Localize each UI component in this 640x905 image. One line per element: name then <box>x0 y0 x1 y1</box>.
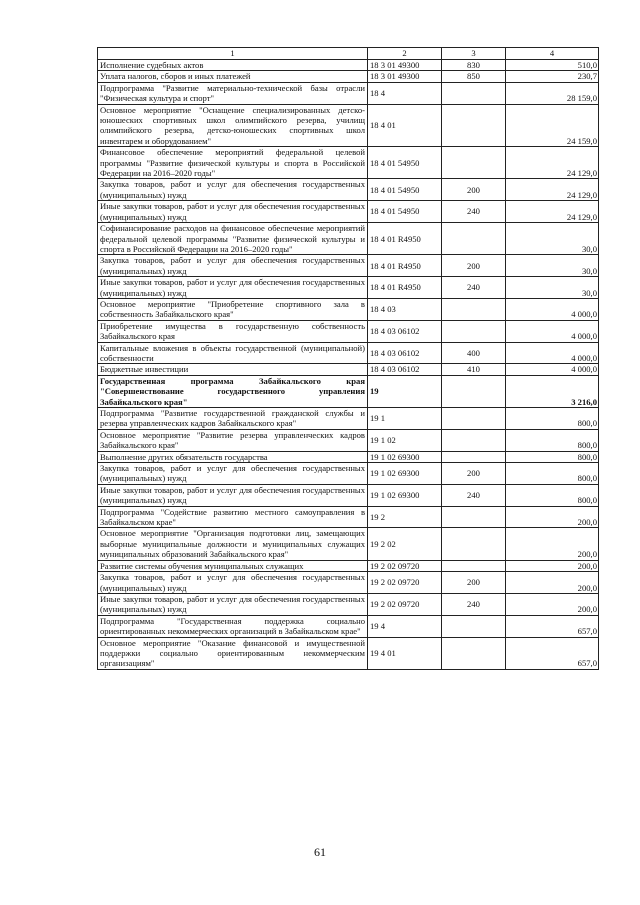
row-name-cell: Закупка товаров, работ и услуг для обеспечения государственных (муниципальных) нужд <box>98 179 368 201</box>
row-sum-cell: 30,0 <box>506 223 599 255</box>
row-code-cell: 19 1 02 69300 <box>368 451 442 462</box>
column-number-3: 3 <box>442 48 506 60</box>
row-expense-type-cell <box>442 560 506 571</box>
row-expense-type-cell: 830 <box>442 60 506 71</box>
row-name-cell: Основное мероприятие "Развитие резерва управленческих кадров Забайкальского края" <box>98 429 368 451</box>
row-code-cell: 18 4 01 54950 <box>368 201 442 223</box>
table-row <box>98 82 599 104</box>
row-name-cell: Иные закупки товаров, работ и услуг для обеспечения государственных (муниципальных) нужд <box>98 484 368 506</box>
row-expense-type-cell <box>442 615 506 637</box>
row-expense-type-cell: 240 <box>442 593 506 615</box>
row-code-cell: 18 4 <box>368 82 442 104</box>
table-row <box>98 223 599 255</box>
row-name-cell: Государственная программа Забайкальского края "Совершенствование государственного управления Забайкальского края" <box>98 375 368 407</box>
table-row <box>98 572 599 594</box>
table-row <box>98 60 599 71</box>
row-sum-cell: 30,0 <box>506 255 599 277</box>
row-code-cell: 18 4 03 06102 <box>368 320 442 342</box>
budget-table-body <box>98 48 599 670</box>
column-number-1: 1 <box>98 48 368 60</box>
row-expense-type-cell <box>442 147 506 179</box>
row-sum-cell: 230,7 <box>506 71 599 82</box>
row-expense-type-cell: 400 <box>442 342 506 364</box>
table-row <box>98 342 599 364</box>
row-code-cell: 19 1 02 <box>368 429 442 451</box>
row-code-cell: 18 4 01 54950 <box>368 179 442 201</box>
table-row <box>98 277 599 299</box>
row-sum-cell: 657,0 <box>506 637 599 669</box>
row-sum-cell: 4 000,0 <box>506 320 599 342</box>
row-name-cell: Основное мероприятие "Оснащение специализированных детско-юношеских спортивных школ олимпийского резерва, училищ олимпийского резерва, детско-юношеских спортивных школ инвентарем и оборудованием" <box>98 104 368 147</box>
row-name-cell: Закупка товаров, работ и услуг для обеспечения государственных (муниципальных) нужд <box>98 572 368 594</box>
row-expense-type-cell: 240 <box>442 484 506 506</box>
row-expense-type-cell <box>442 637 506 669</box>
row-code-cell: 19 1 02 69300 <box>368 463 442 485</box>
row-code-cell: 18 4 01 54950 <box>368 147 442 179</box>
row-code-cell: 19 4 <box>368 615 442 637</box>
row-name-cell: Иные закупки товаров, работ и услуг для обеспечения государственных (муниципальных) нужд <box>98 201 368 223</box>
row-code-cell: 18 4 01 R4950 <box>368 223 442 255</box>
table-row <box>98 506 599 528</box>
table-row <box>98 147 599 179</box>
row-name-cell: Финансовое обеспечение мероприятий федеральной целевой программы "Развитие физической культуры и спорта в Российской Федерации на 2016–2020 годы" <box>98 147 368 179</box>
table-row <box>98 320 599 342</box>
row-code-cell: 19 1 <box>368 408 442 430</box>
row-expense-type-cell <box>442 298 506 320</box>
row-code-cell: 18 4 01 <box>368 104 442 147</box>
row-sum-cell: 4 000,0 <box>506 298 599 320</box>
row-name-cell: Выполнение других обязательств государства <box>98 451 368 462</box>
row-name-cell: Закупка товаров, работ и услуг для обеспечения государственных (муниципальных) нужд <box>98 255 368 277</box>
row-expense-type-cell <box>442 429 506 451</box>
row-code-cell: 19 2 02 09720 <box>368 560 442 571</box>
row-code-cell: 18 3 01 49300 <box>368 71 442 82</box>
table-row <box>98 615 599 637</box>
row-name-cell: Уплата налогов, сборов и иных платежей <box>98 71 368 82</box>
row-code-cell: 18 4 03 06102 <box>368 342 442 364</box>
row-sum-cell: 657,0 <box>506 615 599 637</box>
table-row <box>98 593 599 615</box>
table-row <box>98 429 599 451</box>
row-expense-type-cell <box>442 223 506 255</box>
row-sum-cell: 28 159,0 <box>506 82 599 104</box>
row-name-cell: Развитие системы обучения муниципальных служащих <box>98 560 368 571</box>
row-name-cell: Подпрограмма "Развитие государственной гражданской службы и резерва управленческих кадров Забайкальского края" <box>98 408 368 430</box>
row-expense-type-cell: 200 <box>442 179 506 201</box>
row-sum-cell: 200,0 <box>506 560 599 571</box>
row-expense-type-cell <box>442 82 506 104</box>
row-sum-cell: 800,0 <box>506 484 599 506</box>
row-code-cell: 18 4 03 06102 <box>368 364 442 375</box>
row-sum-cell: 200,0 <box>506 572 599 594</box>
row-sum-cell: 24 129,0 <box>506 201 599 223</box>
row-sum-cell: 200,0 <box>506 528 599 560</box>
budget-sheet <box>97 47 598 670</box>
row-expense-type-cell <box>442 408 506 430</box>
row-code-cell: 19 2 02 09720 <box>368 593 442 615</box>
row-code-cell: 19 4 01 <box>368 637 442 669</box>
row-expense-type-cell <box>442 320 506 342</box>
table-row <box>98 484 599 506</box>
row-sum-cell: 510,0 <box>506 60 599 71</box>
row-code-cell: 19 2 02 <box>368 528 442 560</box>
row-code-cell: 19 1 02 69300 <box>368 484 442 506</box>
column-number-2: 2 <box>368 48 442 60</box>
row-code-cell: 18 4 03 <box>368 298 442 320</box>
row-expense-type-cell: 200 <box>442 463 506 485</box>
row-sum-cell: 24 129,0 <box>506 147 599 179</box>
row-sum-cell: 800,0 <box>506 429 599 451</box>
row-code-cell: 19 2 <box>368 506 442 528</box>
table-row <box>98 637 599 669</box>
table-row <box>98 179 599 201</box>
row-name-cell: Исполнение судебных актов <box>98 60 368 71</box>
table-row <box>98 451 599 462</box>
row-code-cell: 19 2 02 09720 <box>368 572 442 594</box>
row-code-cell: 18 3 01 49300 <box>368 60 442 71</box>
row-name-cell: Иные закупки товаров, работ и услуг для обеспечения государственных (муниципальных) нужд <box>98 593 368 615</box>
row-sum-cell: 24 129,0 <box>506 179 599 201</box>
table-row <box>98 560 599 571</box>
table-row <box>98 71 599 82</box>
row-name-cell: Иные закупки товаров, работ и услуг для обеспечения государственных (муниципальных) нужд <box>98 277 368 299</box>
table-row <box>98 255 599 277</box>
row-code-cell: 19 <box>368 375 442 407</box>
row-sum-cell: 4 000,0 <box>506 364 599 375</box>
row-code-cell: 18 4 01 R4950 <box>368 255 442 277</box>
row-name-cell: Капитальные вложения в объекты государственной (муниципальной) собственности <box>98 342 368 364</box>
row-expense-type-cell <box>442 506 506 528</box>
row-name-cell: Бюджетные инвестиции <box>98 364 368 375</box>
row-code-cell: 18 4 01 R4950 <box>368 277 442 299</box>
table-row <box>98 408 599 430</box>
page-number: 61 <box>314 845 326 859</box>
row-sum-cell: 800,0 <box>506 463 599 485</box>
row-name-cell: Закупка товаров, работ и услуг для обеспечения государственных (муниципальных) нужд <box>98 463 368 485</box>
row-name-cell: Подпрограмма "Содействие развитию местного самоуправления в Забайкальском крае" <box>98 506 368 528</box>
table-row <box>98 528 599 560</box>
row-name-cell: Основное мероприятие "Организация подготовки лиц, замещающих выборные муниципальные должности и муниципальных служащих муниципальных образований Забайкальского края" <box>98 528 368 560</box>
row-expense-type-cell <box>442 451 506 462</box>
row-name-cell: Приобретение имущества в государственную собственность Забайкальского края <box>98 320 368 342</box>
table-row <box>98 298 599 320</box>
table-row <box>98 375 599 407</box>
row-sum-cell: 200,0 <box>506 506 599 528</box>
row-name-cell: Софинансирование расходов на финансовое обеспечение мероприятий федеральной целевой программы "Развитие физической культуры и спорта в Российской Федерации на 2016–2020 годы" <box>98 223 368 255</box>
row-expense-type-cell: 240 <box>442 201 506 223</box>
budget-table <box>97 47 599 670</box>
row-expense-type-cell: 240 <box>442 277 506 299</box>
row-name-cell: Подпрограмма "Развитие материально-технической базы отрасли "Физическая культура и спорт" <box>98 82 368 104</box>
row-sum-cell: 4 000,0 <box>506 342 599 364</box>
row-expense-type-cell: 200 <box>442 572 506 594</box>
row-sum-cell: 800,0 <box>506 451 599 462</box>
row-name-cell: Основное мероприятие "Приобретение спортивного зала в собственность Забайкальского края" <box>98 298 368 320</box>
row-expense-type-cell <box>442 528 506 560</box>
row-sum-cell: 800,0 <box>506 408 599 430</box>
row-sum-cell: 24 159,0 <box>506 104 599 147</box>
table-row <box>98 201 599 223</box>
table-row <box>98 364 599 375</box>
table-row <box>98 104 599 147</box>
row-sum-cell: 30,0 <box>506 277 599 299</box>
row-expense-type-cell: 410 <box>442 364 506 375</box>
row-expense-type-cell <box>442 104 506 147</box>
row-sum-cell: 200,0 <box>506 593 599 615</box>
row-name-cell: Подпрограмма "Государственная поддержка социально ориентированных некоммерческих организаций в Забайкальском крае" <box>98 615 368 637</box>
table-row <box>98 463 599 485</box>
row-sum-cell: 3 216,0 <box>506 375 599 407</box>
column-number-row <box>98 48 599 60</box>
row-expense-type-cell: 850 <box>442 71 506 82</box>
column-number-4: 4 <box>506 48 599 60</box>
row-name-cell: Основное мероприятие "Оказание финансовой и имущественной поддержки социально ориентированным некоммерческим организациям" <box>98 637 368 669</box>
row-expense-type-cell <box>442 375 506 407</box>
row-expense-type-cell: 200 <box>442 255 506 277</box>
